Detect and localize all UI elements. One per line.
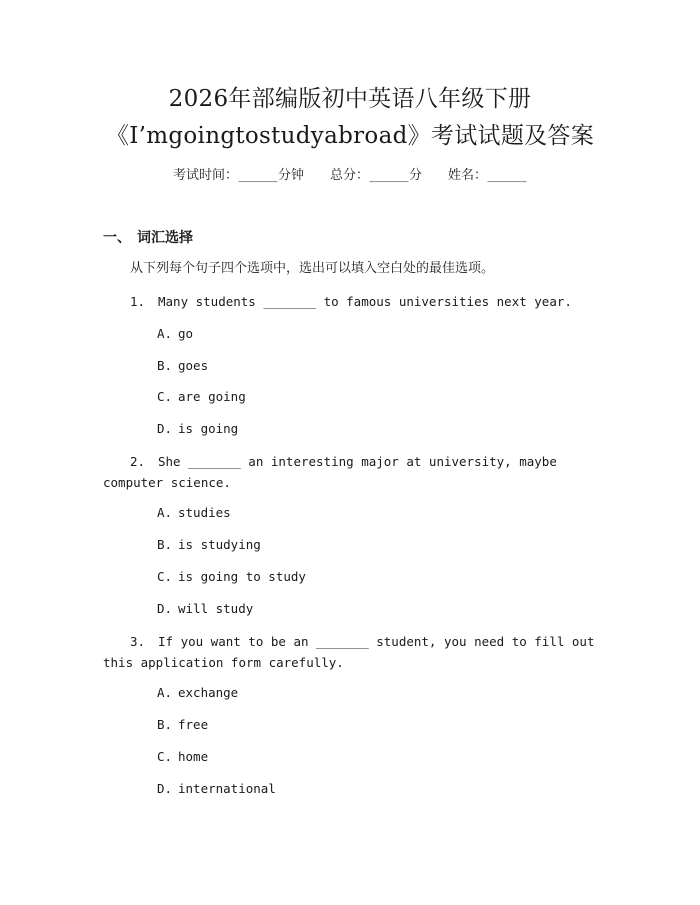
option-text: go bbox=[178, 326, 194, 341]
option-letter: D. bbox=[157, 421, 173, 436]
option-letter: B. bbox=[157, 358, 173, 373]
option-letter: C. bbox=[157, 389, 173, 404]
question-text: Many students _______ to famous universities next year. bbox=[158, 294, 572, 309]
section-title: 词汇选择 bbox=[137, 230, 193, 246]
option-letter: A. bbox=[157, 326, 173, 341]
option-letter: B. bbox=[157, 717, 173, 732]
option-text: is going to study bbox=[178, 569, 306, 584]
option-text: free bbox=[178, 717, 209, 732]
question-3-option-d bbox=[157, 779, 276, 799]
name-label: 姓名： bbox=[448, 168, 488, 183]
option-text: goes bbox=[178, 358, 209, 373]
question-2-option-a bbox=[157, 503, 231, 523]
score-blank: ______ bbox=[369, 168, 409, 183]
question-3-option-b bbox=[157, 715, 208, 735]
question-1 bbox=[103, 291, 598, 312]
exam-info-line bbox=[0, 166, 700, 186]
question-number: 1. bbox=[130, 294, 146, 309]
question-text: She _______ an interesting major at university, maybe computer science. bbox=[103, 454, 557, 490]
time-unit: 分钟 bbox=[277, 168, 304, 183]
question-1-option-c bbox=[157, 387, 246, 407]
question-2-option-c bbox=[157, 567, 306, 587]
question-text: If you want to be an _______ student, you need to fill out this application form carefully. bbox=[103, 634, 595, 670]
section-instruction: 从下列每个句子四个选项中，选出可以填入空白处的最佳选项。 bbox=[130, 261, 495, 276]
score-unit: 分 bbox=[409, 168, 423, 183]
time-label: 考试时间： bbox=[172, 168, 238, 183]
option-text: international bbox=[178, 781, 276, 796]
option-letter: A. bbox=[157, 685, 173, 700]
option-text: will study bbox=[178, 601, 254, 616]
option-letter: D. bbox=[157, 601, 173, 616]
option-text: studies bbox=[178, 505, 231, 520]
document-title-line2: 《I’mgoingtostudyabroad》考试试题及答案 bbox=[105, 123, 595, 149]
option-letter: D. bbox=[157, 781, 173, 796]
question-3-option-a bbox=[157, 683, 238, 703]
question-1-option-d bbox=[157, 419, 238, 439]
option-text: is studying bbox=[178, 537, 261, 552]
section-number: 一、 bbox=[103, 230, 131, 246]
document-title-line1: 2026年部编版初中英语八年级下册 bbox=[168, 86, 532, 112]
option-letter: C. bbox=[157, 749, 173, 764]
question-1-option-a bbox=[157, 324, 193, 344]
option-text: is going bbox=[178, 421, 239, 436]
section-heading bbox=[103, 228, 193, 248]
time-blank: ______ bbox=[238, 168, 278, 183]
question-number: 3. bbox=[130, 634, 146, 649]
option-text: home bbox=[178, 749, 209, 764]
name-blank: ______ bbox=[487, 168, 527, 183]
question-1-option-b bbox=[157, 356, 208, 376]
option-letter: C. bbox=[157, 569, 173, 584]
question-number: 2. bbox=[130, 454, 146, 469]
option-letter: B. bbox=[157, 537, 173, 552]
option-text: are going bbox=[178, 389, 246, 404]
question-2-option-b bbox=[157, 535, 261, 555]
option-text: exchange bbox=[178, 685, 239, 700]
question-2 bbox=[103, 451, 598, 493]
option-letter: A. bbox=[157, 505, 173, 520]
score-label: 总分： bbox=[329, 168, 369, 183]
question-3-option-c bbox=[157, 747, 208, 767]
question-3 bbox=[103, 631, 598, 673]
question-2-option-d bbox=[157, 599, 253, 619]
